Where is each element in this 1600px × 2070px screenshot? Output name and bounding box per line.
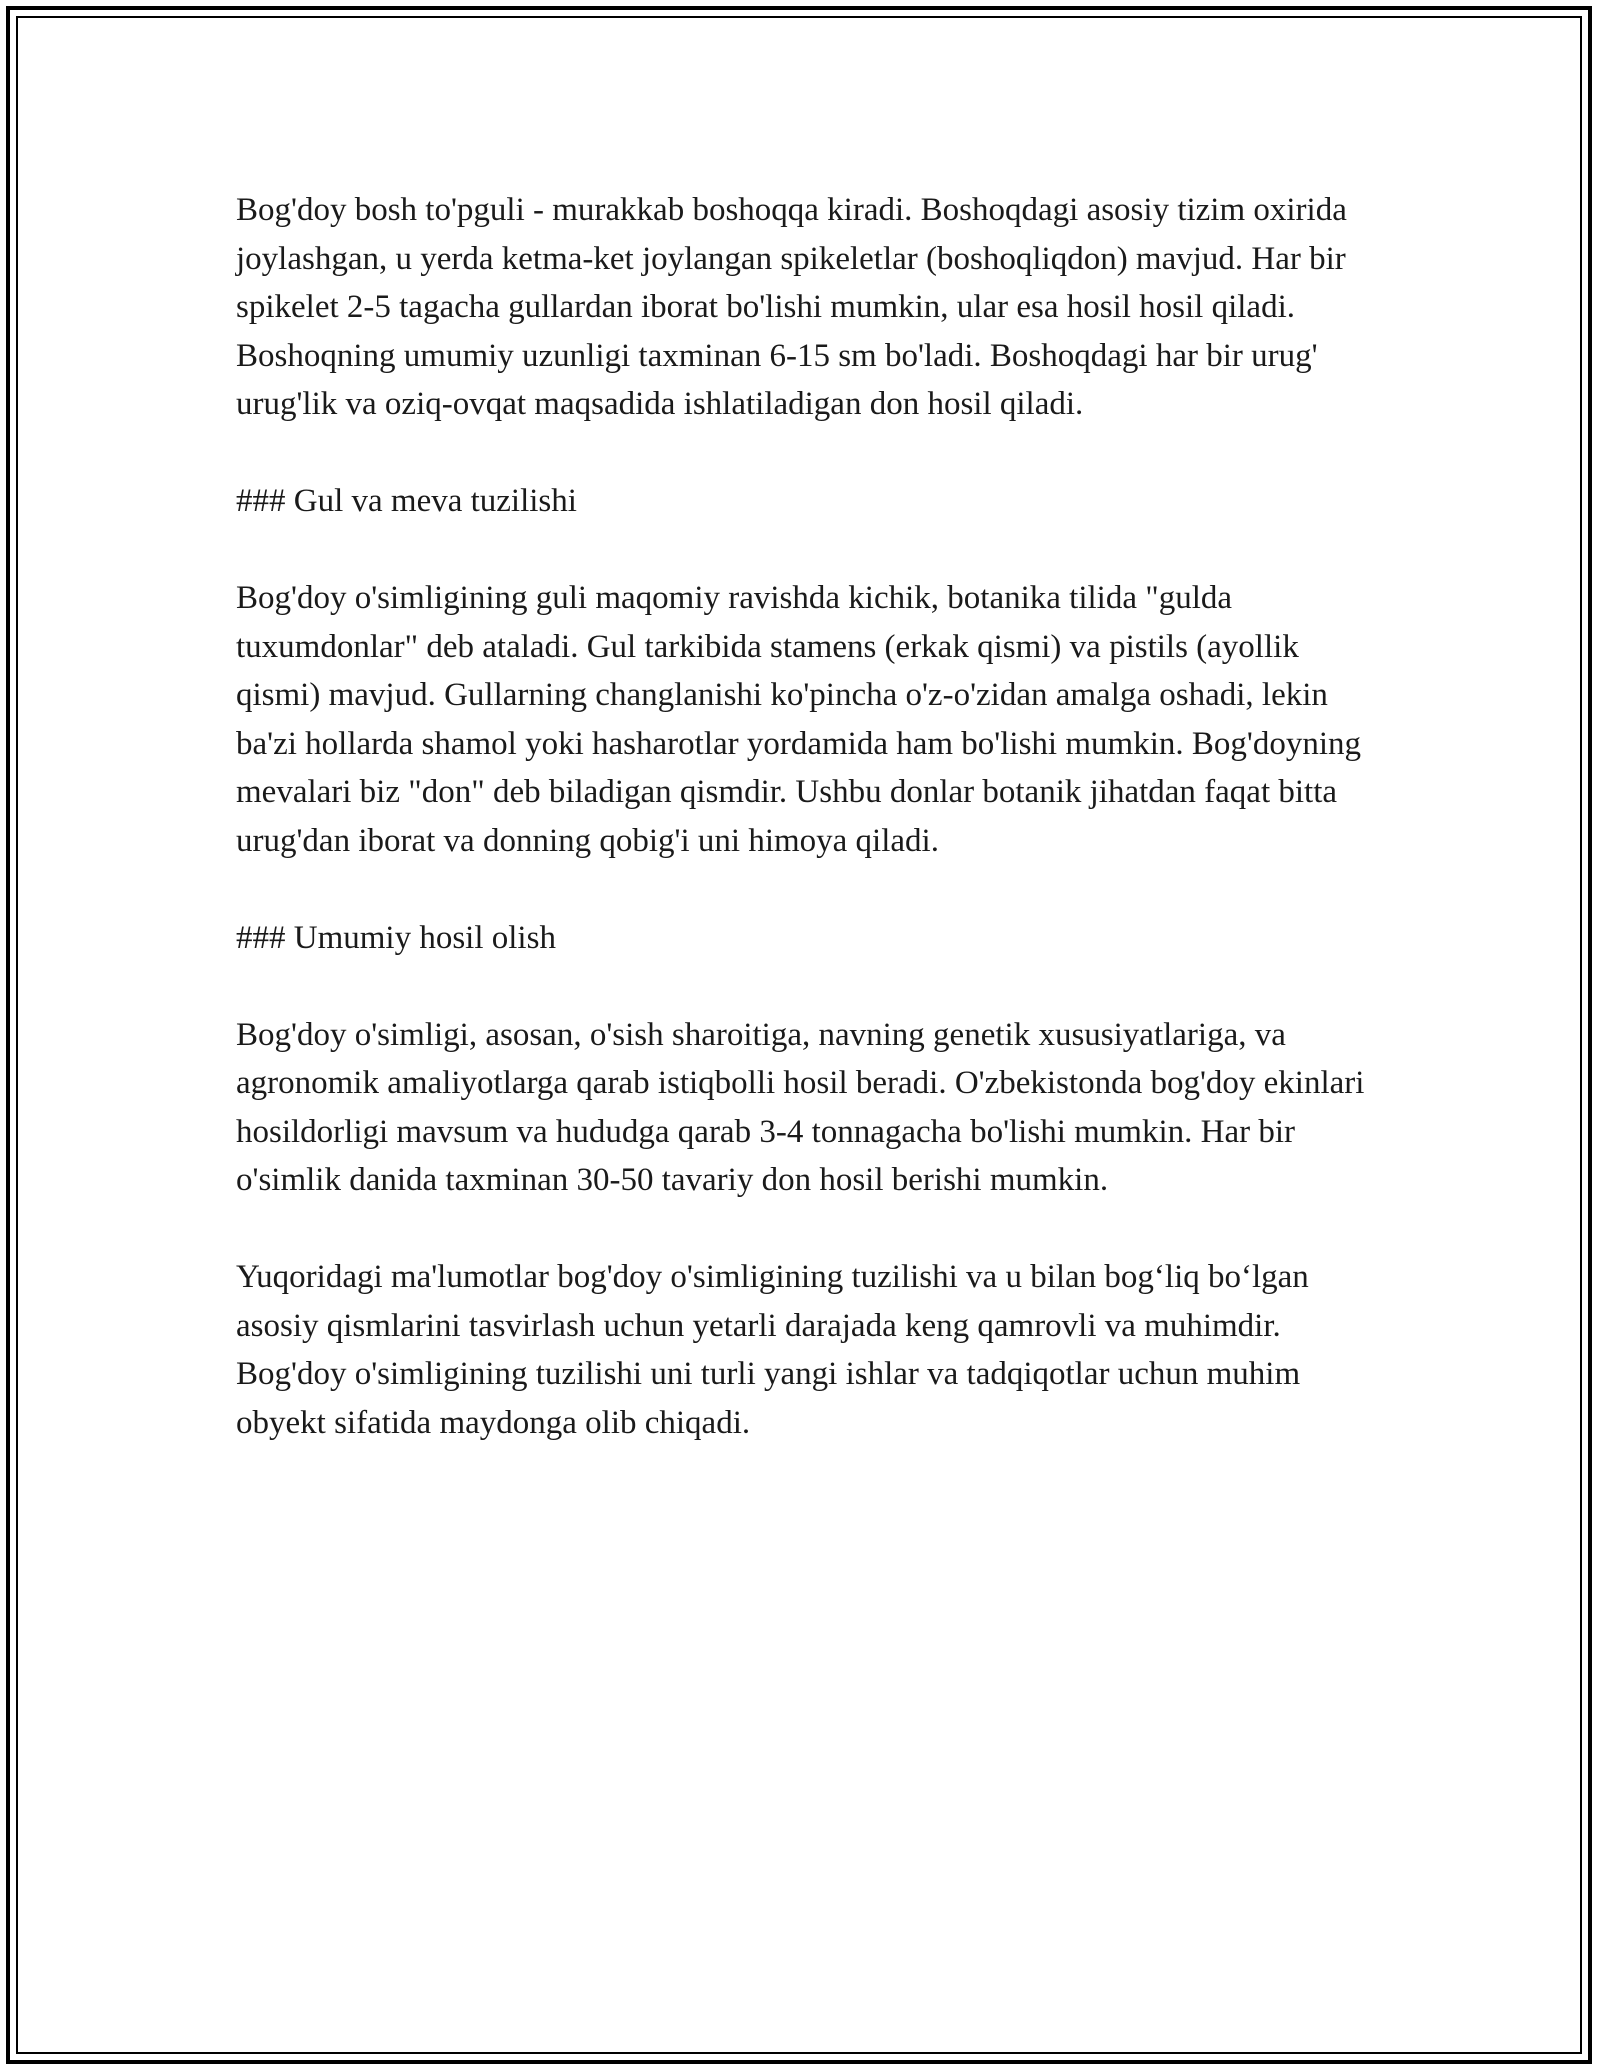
- paragraph-spike-structure: Bog'doy bosh to'pguli - murakkab boshoqqa kiradi. Boshoqdagi asosiy tizim oxirida joylashgan, u yerda ketma-ket joylangan spikeletlar (boshoqliqdon) mavjud. Har bir spikelet 2-5 tagacha gullardan iborat bo'lishi mumkin, ular esa hosil hosil qiladi. Boshoqning umumiy uzunligi taxminan 6-15 sm bo'ladi. Boshoqdagi har bir urug' urug'lik va oziq-ovqat maqsadida ishlatiladigan don hosil qiladi.: [236, 192, 1347, 422]
- heading-general-yield: ### Umumiy hosil olish: [236, 919, 556, 956]
- heading-flower-and-fruit: ### Gul va meva tuzilishi: [236, 483, 577, 519]
- paragraph-conclusion: Yuqoridagi ma'lumotlar bog'doy o'simligining tuzilishi va u bilan bog‘liq bo‘lgan asosiy qismlarini tasvirlash uchun yetarli darajada keng qamrovli va muhimdir. Bog'doy o'simligining tuzilishi uni turli yangi ishlar va tadqiqotlar uchun muhim obyekt sifatida maydonga olib chiqadi.: [236, 1259, 1309, 1441]
- paragraph-general-yield: Bog'doy o'simligi, asosan, o'sish sharoitiga, navning genetik xususiyatlariga, va agronomik amaliyotlarga qarab istiqbolli hosil beradi. O'zbekistonda bog'doy ekinlari hosildorligi mavsum va hududga qarab 3-4 tonnagacha bo'lishi mumkin. Har bir o'simlik danida taxminan 30-50 tavariy don hosil berishi mumkin.: [236, 1016, 1365, 1198]
- paragraph-flower-and-fruit: Bog'doy o'simligining guli maqomiy ravishda kichik, botanika tilida "gulda tuxumdonlar" deb ataladi. Gul tarkibida stamens (erkak qismi) va pistils (ayollik qismi) mavjud. Gullarning changlanishi ko'pincha o'z-o'zidan amalga oshadi, lekin ba'zi hollarda shamol yoki hasharotlar yordamida ham bo'lishi mumkin. Bog'doyning mevalari biz "don" deb biladigan qismdir. Ushbu donlar botanik jihatdan faqat bitta urug'dan iborat va donning qobig'i uni himoya qiladi.: [236, 580, 1361, 859]
- document-body: [236, 186, 1366, 1496]
